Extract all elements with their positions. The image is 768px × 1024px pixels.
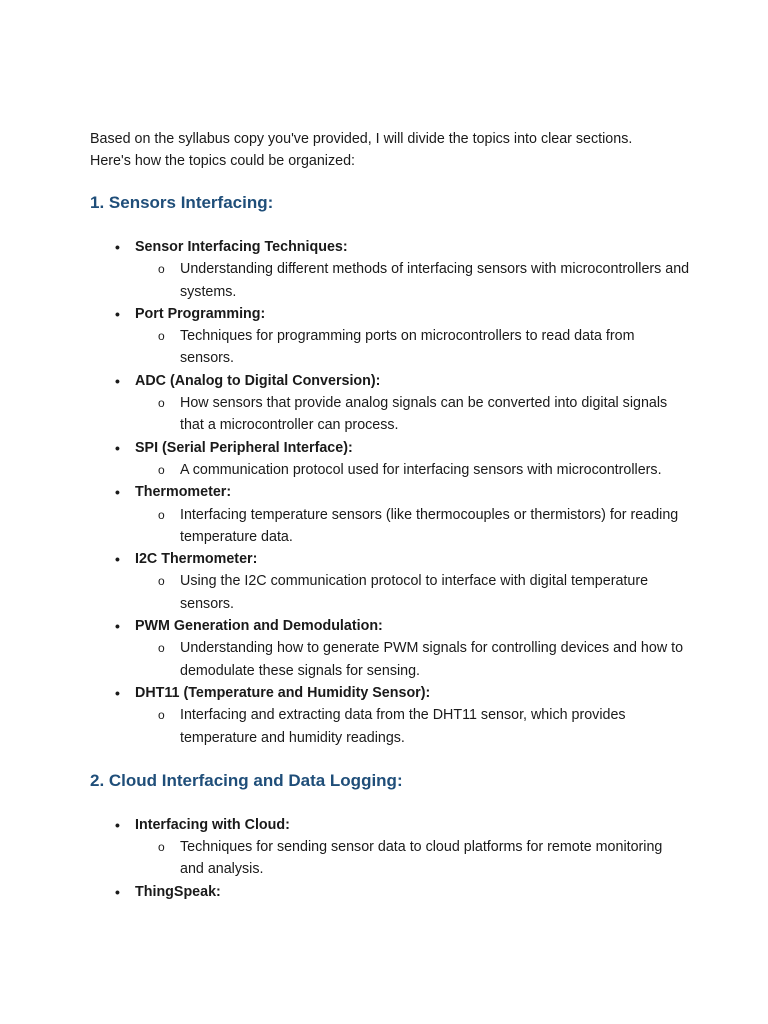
topic-title: Thermometer: [135,484,232,501]
sub-list [135,258,690,303]
topic-title: Port Programming: [135,305,266,322]
circle-bullet-icon: o [158,262,165,277]
topic-title: I2C Thermometer: [135,551,258,568]
topic-detail: A communication protocol used for interfacing sensors with microcontrollers. [180,461,662,478]
topic-title: Interfacing with Cloud: [135,816,290,833]
circle-bullet-icon: o [158,641,165,656]
topic-title: SPI (Serial Peripheral Interface): [135,439,353,456]
circle-bullet-icon: o [158,329,165,344]
sub-list [135,704,690,749]
topic-list-cloud [90,814,690,903]
circle-bullet-icon: o [158,507,165,522]
topic-item [90,303,690,370]
topic-title: PWM Generation and Demodulation: [135,618,383,635]
section-heading-sensors: 1. Sensors Interfacing: [90,193,274,212]
circle-bullet-icon: o [158,574,165,589]
bullet-icon: • [115,618,120,635]
sub-list [135,637,690,682]
sub-item [135,459,690,481]
topic-title: ThingSpeak: [135,883,221,900]
topic-detail: Techniques for programming ports on microcontrollers to read data from sensors. [180,328,635,367]
sub-item [135,836,690,881]
document-page [90,128,690,903]
topic-item [90,481,690,548]
circle-bullet-icon: o [158,396,165,411]
bullet-icon: • [115,372,120,389]
bullet-icon: • [115,305,120,322]
topic-item [90,437,690,482]
bullet-icon: • [115,684,120,701]
bullet-icon: • [115,239,120,255]
sub-item [135,325,690,370]
topic-item [90,548,690,615]
topic-item [90,814,690,881]
sub-list [135,392,690,437]
topic-title: DHT11 (Temperature and Humidity Sensor): [135,684,431,701]
sub-item [135,392,690,437]
bullet-icon: • [115,551,120,568]
sub-list [135,504,690,549]
bullet-icon: • [115,439,120,456]
topic-title: Sensor Interfacing Techniques: [135,239,348,255]
topic-detail: Understanding how to generate PWM signals for controlling devices and how to demodulate these signals for sensing. [180,640,684,679]
topic-detail: Interfacing and extracting data from the DHT11 sensor, which provides temperature and humidity readings. [180,707,626,746]
topic-detail: Techniques for sending sensor data to cloud platforms for remote monitoring and analysis. [180,839,663,878]
bullet-icon: • [115,484,120,501]
topic-item [90,370,690,437]
sub-list [135,459,690,481]
circle-bullet-icon: o [158,708,165,723]
topic-detail: Interfacing temperature sensors (like thermocouples or thermistors) for reading temperature data. [180,506,679,545]
topic-item [90,682,690,749]
topic-item [90,236,690,303]
sub-item [135,570,690,615]
sub-list [135,325,690,370]
section-heading-cloud: 2. Cloud Interfacing and Data Logging: [90,770,403,790]
topic-detail: How sensors that provide analog signals can be converted into digital signals that a microcontroller can process. [180,395,668,434]
bullet-icon: • [115,816,120,833]
topic-detail: Understanding different methods of interfacing sensors with microcontrollers and systems. [180,261,690,300]
sub-list [135,836,690,881]
circle-bullet-icon: o [158,462,165,477]
sub-item [135,704,690,749]
topic-list-sensors [90,236,690,749]
sub-item [135,504,690,549]
topic-detail: Using the I2C communication protocol to interface with digital temperature sensors. [180,573,649,612]
intro-paragraph: Based on the syllabus copy you've provided, I will divide the topics into clear sections. Here's how the topics could be organized: [90,131,633,169]
sub-item [135,258,690,303]
topic-item [90,615,690,682]
sub-item [135,637,690,682]
sub-list [135,570,690,615]
topic-title: ADC (Analog to Digital Conversion): [135,372,381,389]
circle-bullet-icon: o [158,840,165,855]
bullet-icon: • [115,883,120,900]
topic-item [90,881,690,903]
